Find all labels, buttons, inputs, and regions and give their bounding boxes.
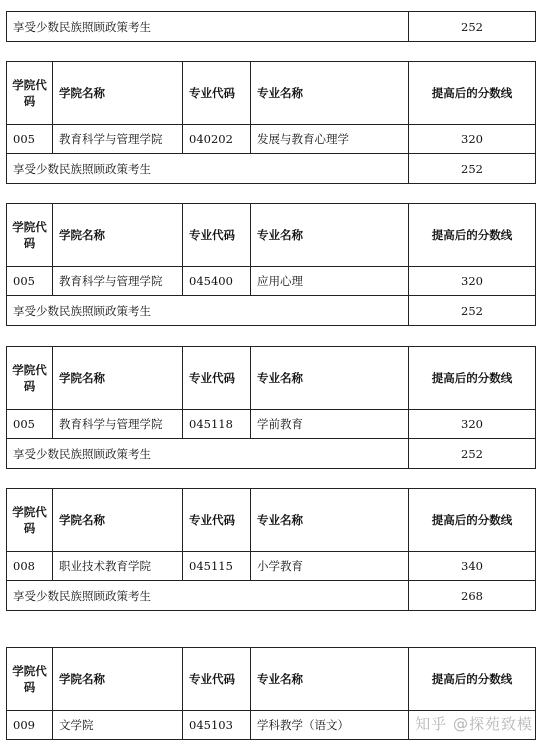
minority-policy-label: 享受少数民族照顾政策考生 (7, 296, 409, 326)
header-college-name: 学院名称 (53, 648, 183, 711)
minority-score: 252 (409, 296, 536, 326)
major-name: 学前教育 (251, 410, 409, 439)
header-major-code: 专业代码 (183, 489, 251, 552)
minority-policy-label: 享受少数民族照顾政策考生 (7, 12, 409, 42)
major-code: 045118 (183, 410, 251, 439)
header-major-code: 专业代码 (183, 62, 251, 125)
header-major-name: 专业名称 (251, 648, 409, 711)
college-code: 005 (7, 410, 53, 439)
college-code: 008 (7, 552, 53, 581)
header-college-name: 学院名称 (53, 62, 183, 125)
header-major-name: 专业名称 (251, 204, 409, 267)
top-note-table (6, 11, 536, 42)
raised-score: 320 (409, 125, 536, 154)
minority-score: 252 (409, 12, 536, 42)
college-name: 教育科学与管理学院 (53, 125, 183, 154)
major-name: 发展与教育心理学 (251, 125, 409, 154)
header-college-code: 学院代码 (7, 489, 53, 552)
score-table-1 (6, 61, 536, 184)
minority-policy-label: 享受少数民族照顾政策考生 (7, 154, 409, 184)
header-college-code: 学院代码 (7, 62, 53, 125)
college-name: 教育科学与管理学院 (53, 267, 183, 296)
score-table-2 (6, 203, 536, 326)
score-table-4 (6, 488, 536, 611)
zhihu-watermark: 知乎 @探苑致模 (415, 715, 533, 733)
header-raised-score: 提高后的分数线 (409, 62, 536, 125)
header-raised-score: 提高后的分数线 (409, 204, 536, 267)
header-raised-score: 提高后的分数线 (409, 347, 536, 410)
header-college-code: 学院代码 (7, 648, 53, 711)
header-major-code: 专业代码 (183, 347, 251, 410)
header-college-code: 学院代码 (7, 204, 53, 267)
major-name: 应用心理 (251, 267, 409, 296)
header-college-code: 学院代码 (7, 347, 53, 410)
major-code: 045103 (183, 711, 251, 740)
score-table-3 (6, 346, 536, 469)
raised-score: 320 (409, 410, 536, 439)
minority-score: 252 (409, 439, 536, 469)
college-name: 职业技术教育学院 (53, 552, 183, 581)
major-name: 小学教育 (251, 552, 409, 581)
major-code: 040202 (183, 125, 251, 154)
header-raised-score: 提高后的分数线 (409, 489, 536, 552)
college-name: 文学院 (53, 711, 183, 740)
college-code: 005 (7, 125, 53, 154)
header-major-name: 专业名称 (251, 489, 409, 552)
major-code: 045400 (183, 267, 251, 296)
college-name: 教育科学与管理学院 (53, 410, 183, 439)
header-major-name: 专业名称 (251, 347, 409, 410)
college-code: 005 (7, 267, 53, 296)
major-code: 045115 (183, 552, 251, 581)
minority-score: 252 (409, 154, 536, 184)
raised-score: 340 (409, 552, 536, 581)
major-name: 学科教学（语文） (251, 711, 409, 740)
header-major-name: 专业名称 (251, 62, 409, 125)
minority-score: 268 (409, 581, 536, 611)
header-major-code: 专业代码 (183, 648, 251, 711)
header-major-code: 专业代码 (183, 204, 251, 267)
header-college-name: 学院名称 (53, 347, 183, 410)
header-college-name: 学院名称 (53, 204, 183, 267)
header-raised-score: 提高后的分数线 (409, 648, 536, 711)
raised-score: 320 (409, 267, 536, 296)
college-code: 009 (7, 711, 53, 740)
minority-policy-label: 享受少数民族照顾政策考生 (7, 439, 409, 469)
header-college-name: 学院名称 (53, 489, 183, 552)
minority-policy-label: 享受少数民族照顾政策考生 (7, 581, 409, 611)
